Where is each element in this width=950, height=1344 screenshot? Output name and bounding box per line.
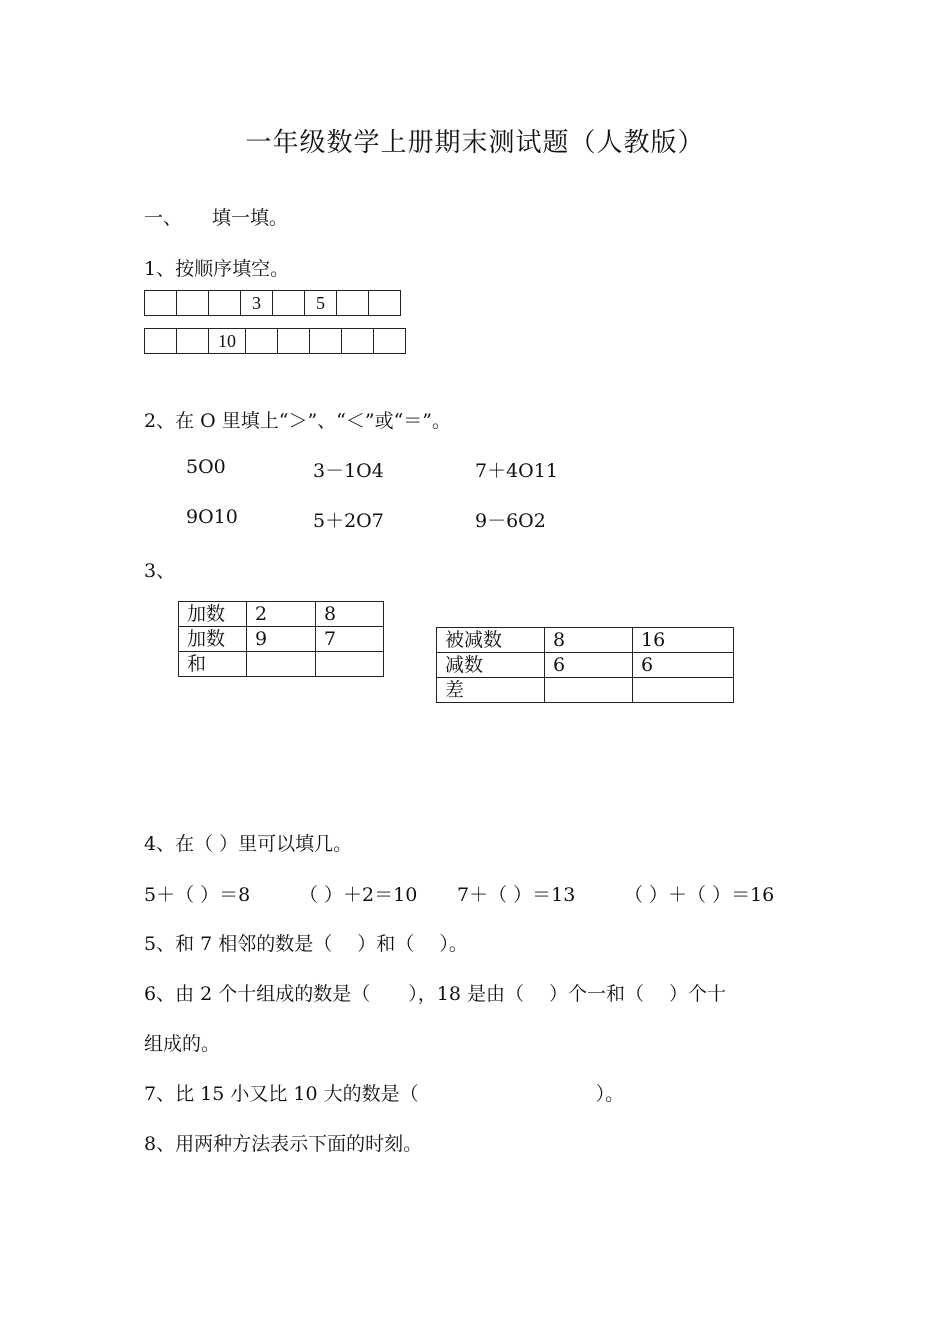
- compare-item: 3－1O4: [313, 460, 384, 482]
- answer-cell[interactable]: [633, 678, 734, 703]
- sequence-row-2: [144, 328, 406, 354]
- seq-box[interactable]: [177, 291, 209, 316]
- table-cell: 减数: [437, 653, 545, 678]
- seq-box[interactable]: [374, 329, 406, 354]
- compare-item: 7＋4O11: [475, 460, 558, 482]
- fill-item: （ ）＋2＝10: [299, 884, 418, 906]
- table-cell: 8: [316, 602, 384, 627]
- q6-line-1: 6、由 2 个十组成的数是（ ），18 是由（ ）个一和（ ）个十: [144, 983, 727, 1005]
- answer-cell[interactable]: [247, 652, 316, 677]
- q7-label: 7、比 15 小又比 10 大的数是（ ）。: [144, 1083, 625, 1105]
- compare-item: 5O0: [186, 456, 226, 478]
- table-cell: 加数: [179, 627, 247, 652]
- section-1-number: 一、: [144, 207, 183, 229]
- fill-item: 7＋（ ）＝13: [457, 884, 576, 906]
- q1-label: 1、按顺序填空。: [144, 258, 290, 280]
- compare-item: 9－6O2: [475, 510, 546, 532]
- seq-box[interactable]: [278, 329, 310, 354]
- seq-box[interactable]: [177, 329, 209, 354]
- seq-box: 10: [209, 329, 246, 354]
- table-cell: 8: [545, 628, 633, 653]
- seq-box: 5: [305, 291, 337, 316]
- answer-cell[interactable]: [316, 652, 384, 677]
- q3-label: 3、: [144, 560, 176, 582]
- seq-box[interactable]: [310, 329, 342, 354]
- seq-box[interactable]: [369, 291, 401, 316]
- seq-box[interactable]: [246, 329, 278, 354]
- fill-item: （ ）＋（ ）＝16: [624, 884, 775, 906]
- table-cell: 6: [633, 653, 734, 678]
- q8-label: 8、用两种方法表示下面的时刻。: [144, 1133, 423, 1155]
- seq-box: 3: [241, 291, 273, 316]
- table-cell: 差: [437, 678, 545, 703]
- q6-line-2: 组成的。: [144, 1033, 221, 1055]
- seq-box[interactable]: [145, 291, 177, 316]
- compare-item: 5＋2O7: [313, 510, 384, 532]
- table-cell: 9: [247, 627, 316, 652]
- table-cell: 被减数: [437, 628, 545, 653]
- table-cell: 16: [633, 628, 734, 653]
- compare-item: 9O10: [186, 506, 238, 528]
- table-cell: 6: [545, 653, 633, 678]
- page-title: 一年级数学上册期末测试题（人教版）: [245, 128, 705, 158]
- seq-box[interactable]: [209, 291, 241, 316]
- subtraction-table: [436, 627, 734, 703]
- table-cell: 2: [247, 602, 316, 627]
- fill-item: 5＋（ ）＝8: [144, 884, 251, 906]
- section-1-label: 填一填。: [212, 207, 289, 229]
- seq-box[interactable]: [337, 291, 369, 316]
- seq-box[interactable]: [273, 291, 305, 316]
- seq-box[interactable]: [342, 329, 374, 354]
- table-cell: 7: [316, 627, 384, 652]
- table-cell: 加数: [179, 602, 247, 627]
- q5-label: 5、和 7 相邻的数是（ ）和（ ）。: [144, 933, 468, 955]
- sequence-row-1: [144, 290, 401, 316]
- q4-label: 4、在（ ）里可以填几。: [144, 833, 353, 855]
- table-cell: 和: [179, 652, 247, 677]
- seq-box[interactable]: [145, 329, 177, 354]
- answer-cell[interactable]: [545, 678, 633, 703]
- addition-table: [178, 601, 384, 677]
- q2-label: 2、在 O 里填上“＞”、“＜”或“＝”。: [144, 410, 452, 432]
